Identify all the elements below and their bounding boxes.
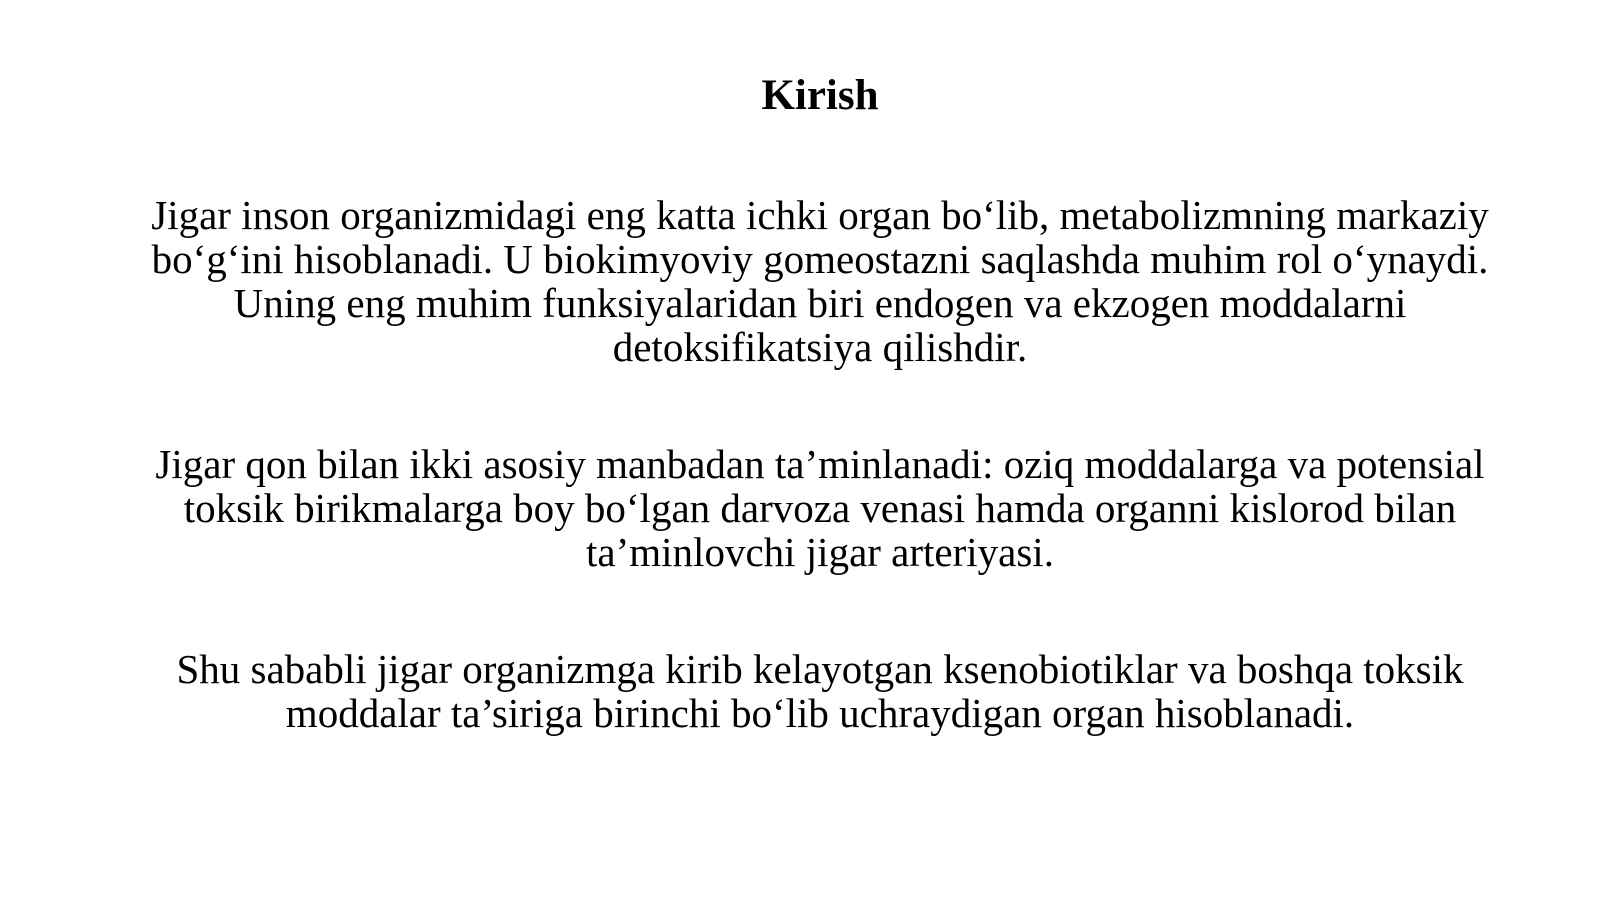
page-title: Kirish xyxy=(761,72,879,119)
paragraph-2: Jigar qon bilan ikki asosiy manbadan ta’minlanadi: oziq moddalarga va potensial toksik birikmalarga boy bo‘lgan darvoza venasi hamda organni kislorod bilan ta’minlovchi jigar arteriyasi. xyxy=(155,441,1485,575)
paragraph-3: Shu sababli jigar organizmga kirib kelayotgan ksenobiotiklar va boshqa toksik moddalar ta’siriga birinchi bo‘lib uchraydigan organ hisoblanadi. xyxy=(176,646,1464,736)
paragraph-1: Jigar inson organizmidagi eng katta ichki organ bo‘lib, metabolizmning markaziy bo‘g‘ini hisoblanadi. U biokimyoviy gomeostazni saqlashda muhim rol o‘ynaydi. Uning eng muhim funksiyalaridan biri endogen va ekzogen moddalarni detoksifikatsiya qilishdir. xyxy=(151,192,1489,370)
